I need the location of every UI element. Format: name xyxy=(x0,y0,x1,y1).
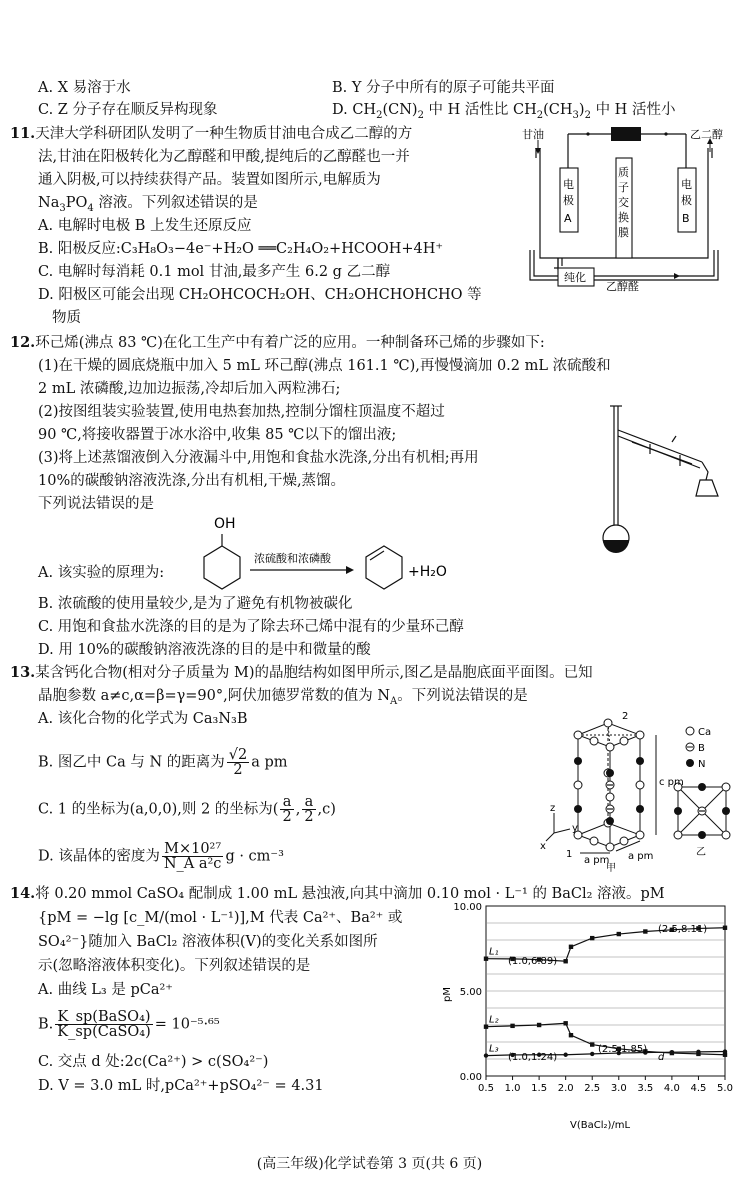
data-point xyxy=(617,932,621,936)
electrode-b-label: 电 xyxy=(681,178,692,191)
svg-text:极: 极 xyxy=(563,194,574,207)
aldehyde-label: 乙醇醛 xyxy=(606,280,639,293)
annotation: (1.0,6.89) xyxy=(508,956,558,967)
x-tick-label: 0.5 xyxy=(478,1083,494,1094)
cyclohexene-ring xyxy=(366,546,402,589)
annotation: (2.5,1.85) xyxy=(598,1044,648,1055)
q10-option-b: B. Y 分子中所有的原子可能共平面 xyxy=(332,80,555,96)
hydroxyl-label: OH xyxy=(214,516,236,532)
data-point xyxy=(569,1033,573,1037)
q13-stem: 13.某含钙化合物(相对分子质量为 M)的晶胞结构如图甲所示,图乙是晶胞底面平面图。已知 xyxy=(10,664,593,681)
series-label: L₂ xyxy=(489,1014,499,1026)
data-point xyxy=(484,1053,488,1057)
q14-option-b: B. $\frac{\text{K\_sp(BaSO₄)}}{\text{K\_sp(CaSO₄)}}$ = 10⁻⁵·⁶⁵ xyxy=(38,1009,220,1040)
q12-step2-cont: 90 ℃,将接收器置于冰水浴中,收集 85 ℃以下的馏出液; xyxy=(38,427,397,443)
data-point xyxy=(484,957,488,961)
data-point xyxy=(590,936,594,940)
q12-step2: (2)按图组装实验装置,使用电热套加热,控制分馏柱顶温度不超过 xyxy=(38,404,445,420)
data-point xyxy=(563,1021,567,1025)
y-tick-label: 5.00 xyxy=(459,987,482,998)
q12-option-d: D. 用 10%的碳酸钠溶液洗涤的目的是中和微量的酸 xyxy=(38,642,371,658)
q14-option-a: A. 曲线 L₃ 是 pCa²⁺ xyxy=(38,982,173,998)
annotation: (2.5,8.11) xyxy=(658,924,708,935)
q11-option-b: B. 阳极反应:C₃H₈O₃−4e⁻+H₂O ══C₂H₄O₂+HCOOH+4H⁺ xyxy=(38,241,444,257)
crystal-structure-figure xyxy=(540,705,735,875)
svg-text:A: A xyxy=(564,212,572,225)
x-tick-label: 2.0 xyxy=(557,1083,574,1094)
q14-option-c: C. 交点 d 处:2c(Ca²⁺) > c(SO₄²⁻) xyxy=(38,1054,269,1070)
data-point xyxy=(723,926,727,930)
distillation-apparatus xyxy=(592,400,732,560)
q11-option-d: D. 阳极区可能会出现 CH₂OHCOCH₂OH、CH₂OHCHOHCHO 等 xyxy=(38,287,482,303)
water-product: +H₂O xyxy=(408,564,447,580)
x-tick-label: 4.0 xyxy=(663,1083,680,1094)
q11-option-d-cont: 物质 xyxy=(52,310,81,326)
svg-text:交: 交 xyxy=(618,196,629,209)
x-axis-label: V(BaCl₂)/mL xyxy=(570,1120,631,1131)
axis-x: x xyxy=(540,841,546,852)
x-tick-label: 2.5 xyxy=(584,1083,601,1094)
q10-option-d: D. $CH_2(CN)_2$ 中 H 活性比 $CH_2(CH_3)_2$ 中 H 活性小 xyxy=(332,102,676,121)
q14-option-d: D. V = 3.0 mL 时,pCa²⁺+pSO₄²⁻ = 4.31 xyxy=(38,1078,324,1094)
data-point xyxy=(590,1052,594,1056)
data-point xyxy=(563,1053,567,1057)
data-point xyxy=(537,1023,541,1027)
q11-stem-line: 法,甘油在阳极转化为乙醇醛和甲酸,提纯后的乙醇醛也一并 xyxy=(38,149,410,165)
svg-text:B: B xyxy=(682,212,690,225)
svg-text:子: 子 xyxy=(618,181,629,194)
q14-stem-line: 示(忽略溶液体积变化)。下列叙述错误的是 xyxy=(38,958,311,974)
q12-stem: 12.环己烯(沸点 83 ℃)在化工生产中有着广泛的应用。一种制备环己烯的步骤如下: xyxy=(10,334,545,351)
reaction-condition: 浓硫酸和浓磷酸 xyxy=(254,552,331,565)
data-point xyxy=(643,929,647,933)
battery-icon xyxy=(611,127,641,141)
q11-stem-line: 通入阴极,可以持续获得产品。装置如图所示,电解质为 xyxy=(38,172,381,188)
q11-stem-line: $Na_3PO_4$ 溶液。下列叙述错误的是 xyxy=(38,195,258,214)
chart-series xyxy=(484,926,727,1058)
x-tick-label: 4.5 xyxy=(690,1083,707,1094)
membrane-label: 质 xyxy=(618,166,629,179)
q10-option-a: A. X 易溶于水 xyxy=(38,80,131,96)
data-point xyxy=(484,1025,488,1029)
data-point xyxy=(696,1050,700,1054)
point-2-label: 2 xyxy=(622,711,629,722)
legend-n: N xyxy=(698,759,706,770)
purify-label: 纯化 xyxy=(564,271,586,284)
x-tick-label: 1.0 xyxy=(504,1083,521,1094)
electrode-a-label: 电 xyxy=(563,178,574,191)
legend-ca: Ca xyxy=(698,727,712,738)
glycerol-label: 甘油 xyxy=(522,128,544,141)
q13-stem-line: 晶胞参数 a≠c,α=β=γ=90°,阿伏加德罗常数的值为 $N_A$。下列说法错误的是 xyxy=(38,688,528,707)
q12-step3-cont: 10%的碳酸钠溶液洗涤,分出有机相,干燥,蒸馏。 xyxy=(38,473,346,489)
fig-yi: 乙 xyxy=(696,847,706,858)
q12-option-b: B. 浓硫酸的使用量较少,是为了避免有机物被碳化 xyxy=(38,596,353,612)
electrolysis-diagram xyxy=(518,118,733,293)
c-pm-label: c pm xyxy=(659,777,684,788)
series-label: L₁ xyxy=(489,946,499,958)
q14-stem-line: {pM = −lg [c_M/(mol · L⁻¹)],M 代表 Ca²⁺、Ba²⁺ 或 xyxy=(38,910,403,926)
q12-question: 下列说法错误的是 xyxy=(38,496,154,512)
reaction-scheme xyxy=(192,512,462,592)
page-footer: (高三年级)化学试卷第 3 页(共 6 页) xyxy=(256,1156,483,1172)
cyclohexanol-ring xyxy=(204,546,240,589)
a-pm-label: a pm xyxy=(628,851,654,862)
data-point xyxy=(569,945,573,949)
q13-option-a: A. 该化合物的化学式为 Ca₃N₃B xyxy=(38,711,248,727)
q10-option-c: C. Z 分子存在顺反异构现象 xyxy=(38,102,218,118)
intersection-d: d xyxy=(658,1052,665,1063)
annotation: (1.0,1.24) xyxy=(508,1052,558,1063)
q12-option-c: C. 用饱和食盐水洗涤的目的是为了除去环己烯中混有的少量环己醇 xyxy=(38,619,464,635)
svg-text:膜: 膜 xyxy=(618,226,629,239)
q13-option-b: B. 图乙中 Ca 与 N 的距离为 $\frac{√2}{2}$ a pm xyxy=(38,747,288,778)
series-label: L₃ xyxy=(489,1043,499,1055)
q12-option-a: A. 该实验的原理为: xyxy=(38,565,165,581)
a-pm-label: a pm xyxy=(584,855,610,866)
y-axis-label: pM xyxy=(442,987,453,1002)
y-tick-label: 0.00 xyxy=(459,1072,482,1083)
y-tick-label: 10.00 xyxy=(453,902,482,913)
q13-option-d: D. 该晶体的密度为 $\frac{\text{M×10²⁷}}{\text{N\_A a²c}}$ g · cm⁻³ xyxy=(38,841,284,872)
q14-stem-line: SO₄²⁻}随加入 BaCl₂ 溶液体积(V)的变化关系如图所 xyxy=(38,934,378,950)
fig-jia: 甲 xyxy=(606,863,616,874)
data-point xyxy=(723,1049,727,1053)
x-tick-label: 3.5 xyxy=(637,1083,654,1094)
q12-step1-cont: 2 mL 浓磷酸,边加边振荡,冷却后加入两粒沸石; xyxy=(38,381,341,397)
svg-text:极: 极 xyxy=(681,194,692,207)
q12-step3: (3)将上述蒸馏液倒入分液漏斗中,用饱和食盐水洗涤,分出有机相;再用 xyxy=(38,450,479,466)
q13-option-c: C. 1 的坐标为(a,0,0),则 2 的坐标为( $\frac{a}{2}$ , $\frac{a}{2}$ ,c) xyxy=(38,794,336,825)
data-point xyxy=(670,1050,674,1054)
svg-text:换: 换 xyxy=(618,211,629,224)
legend-b: B xyxy=(698,743,705,754)
point-1-label: 1 xyxy=(566,849,573,860)
data-point xyxy=(563,959,567,963)
glycol-label: 乙二醇 xyxy=(690,128,723,141)
q14-stem: 14.将 0.20 mmol CaSO₄ 配制成 1.00 mL 悬浊液,向其中滴加 0.10 mol · L⁻¹ 的 BaCl₂ 溶液。pM xyxy=(10,885,665,902)
data-point xyxy=(590,1042,594,1046)
x-tick-label: 3.0 xyxy=(610,1083,627,1094)
q11-option-a: A. 电解时电极 B 上发生还原反应 xyxy=(38,218,252,234)
q11-option-c: C. 电解时每消耗 0.1 mol 甘油,最多产生 6.2 g 乙二醇 xyxy=(38,264,391,280)
pm-chart xyxy=(440,900,735,1132)
axis-y: y xyxy=(572,823,578,834)
x-tick-label: 5.0 xyxy=(717,1083,733,1094)
x-tick-label: 1.5 xyxy=(531,1083,548,1094)
q12-step1: (1)在干燥的圆底烧瓶中加入 5 mL 环己醇(沸点 161.1 ℃),再慢慢滴加 0.2 mL 浓硫酸和 xyxy=(38,358,611,374)
data-point xyxy=(510,1024,514,1028)
axis-z: z xyxy=(550,803,556,814)
q11-stem: 11.天津大学科研团队发明了一种生物质甘油电合成乙二醇的方 xyxy=(10,125,413,142)
